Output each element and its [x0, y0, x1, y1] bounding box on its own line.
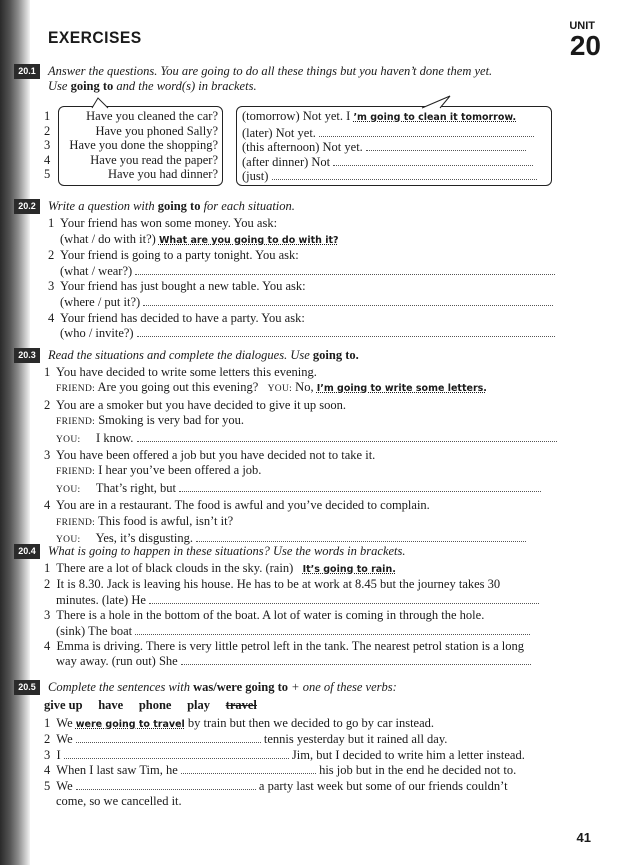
answer-blank[interactable]: [181, 763, 316, 774]
ex1-question-list: [60, 109, 218, 182]
ex5-items: 1 We were going to travel by train but then we decided to go by car instead. 2 We tennis yesterday but it rained all day. 3 I Jim, but I decided to write him a letter instead. 4 When I last saw Tim, he his job but in the end he decided not to. 5 We a party last week but some of our friends couldn’t come, so we cancelled it.: [44, 716, 525, 809]
answer-1: (tomorrow) Not yet. I ’m going to clean it tomorrow.: [242, 109, 517, 123]
exercise-tag-20-2: 20.2: [14, 199, 40, 214]
ex2-item: 2 Your friend is going to a party tonight. You ask:: [48, 248, 299, 263]
answer-example: ’m going to clean it tomorrow.: [353, 112, 517, 123]
exercise-tag-20-3: 20.3: [14, 348, 40, 363]
ex3-example-answer: I’m going to write some letters.: [316, 383, 487, 395]
ex1-numbers: 1 2 3 4 5: [44, 109, 51, 182]
answer-blank[interactable]: [333, 155, 533, 166]
ex1-answer-list: [242, 109, 537, 184]
ex2-item: 3 Your friend has just bought a new table. You ask:: [48, 279, 306, 294]
ex2-item: 1 Your friend has won some money. You ask:: [48, 216, 278, 230]
ex3-instruction: Read the situations and complete the dialogues. Use going to.: [48, 348, 359, 362]
unit-label: UNIT: [569, 20, 595, 32]
verb-option: give up: [44, 698, 83, 712]
answer-blank[interactable]: [137, 431, 557, 442]
ex5-instruction: Complete the sentences with was/were going to + one of these verbs:: [48, 680, 397, 694]
question-1: Have you cleaned the car?: [86, 109, 218, 123]
ex4-example-answer: It’s going to rain.: [302, 564, 396, 575]
answer-blank[interactable]: [76, 732, 261, 743]
speech-tail-left: [90, 96, 120, 110]
question-2: Have you phoned Sally?: [95, 123, 218, 138]
ex2-example-answer: What are you going to do with it?: [158, 234, 339, 246]
exercise-tag-20-5: 20.5: [14, 680, 40, 695]
ex1-instruction-2: Use going to and the word(s) in brackets.: [48, 79, 257, 93]
verb-option-used: travel: [225, 698, 257, 712]
answer-4: (after dinner) Not: [242, 155, 537, 170]
ex1-instruction: Answer the questions. You are going to do all these things but you haven’t done them yet.: [48, 64, 493, 78]
ex2-items: 1 Your friend has won some money. You ask: (what / do with it?) What are you going to do with it? 2 Your friend is going to a party tonight. You ask: (what / wear?) 3 Your friend has just bought a new table. You ask: (where / put it?) 4 Your friend has decided to have a party. You ask: (who / invite?): [48, 216, 555, 342]
page-number: 41: [576, 830, 591, 845]
answer-blank[interactable]: [64, 748, 289, 759]
answer-3: (this afternoon) Not yet.: [242, 140, 537, 155]
verb-option: phone: [138, 698, 172, 712]
answer-blank[interactable]: [149, 593, 539, 604]
answer-blank[interactable]: [319, 126, 534, 137]
answer-blank[interactable]: [366, 140, 526, 151]
answer-blank[interactable]: [76, 779, 256, 790]
ex5-verb-list: [44, 698, 257, 713]
ex4-items: 1 There are a lot of black clouds in the sky. (rain) It’s going to rain. 2 It is 8.30. Jack is leaving his house. He has to be at work at 8.45 but the journey takes 30 minutes. (late) He 3 There is a hole in the bottom of the boat. A lot of water is coming in through the hole. (sink) The boat 4 Emma is driving. There is very little petrol left in the tank. The nearest petrol station is a long way away. (run out) She: [44, 561, 539, 670]
question-5: Have you had dinner?: [107, 167, 218, 182]
answer-blank[interactable]: [179, 481, 541, 492]
exercise-tag-20-4: 20.4: [14, 544, 40, 559]
ex4-instruction: What is going to happen in these situations? Use the words in brackets.: [48, 544, 406, 558]
page-title: EXERCISES: [48, 28, 142, 47]
answer-blank[interactable]: [181, 654, 531, 665]
verb-option: play: [187, 698, 211, 712]
answer-blank[interactable]: [196, 531, 526, 542]
answer-blank[interactable]: [272, 169, 537, 180]
answer-blank[interactable]: [143, 295, 553, 306]
speech-tail-right: [420, 94, 460, 110]
question-3: Have you done the shopping?: [69, 138, 218, 153]
ex3-items: 1 You have decided to write some letters this evening. FRIEND: Are you going out this evening? YOU: No, I’m going to write some letters. 2 You are a smoker but you have decided to give it up soon. FRIEND: Smoking is very bad for you. YOU: I know. 3 You have been offered a job but you have decided not to take it. FRIEND: I hear you’ve been offered a job. YOU: That’s right, but 4 You are in a restaurant. The food is awful and you’ve decided to complain. FRIEND: This food is awful, isn’t it? YOU: Yes, it’s disgusting.: [44, 365, 557, 548]
verb-option: have: [98, 698, 124, 712]
unit-number: 20: [569, 30, 601, 61]
question-4: Have you read the paper?: [90, 152, 218, 167]
exercise-tag-20-1: 20.1: [14, 64, 40, 79]
answer-blank[interactable]: [135, 264, 555, 275]
ex5-example-answer: were going to travel: [75, 719, 185, 730]
book-binding-shadow: [0, 0, 30, 865]
answer-blank[interactable]: [135, 624, 530, 635]
answer-blank[interactable]: [137, 326, 555, 337]
answer-2: (later) Not yet.: [242, 126, 537, 141]
ex2-item: 4 Your friend has decided to have a party. You ask:: [48, 310, 305, 325]
answer-5: (just): [242, 169, 537, 184]
ex2-instruction: Write a question with going to for each situation.: [48, 199, 295, 213]
